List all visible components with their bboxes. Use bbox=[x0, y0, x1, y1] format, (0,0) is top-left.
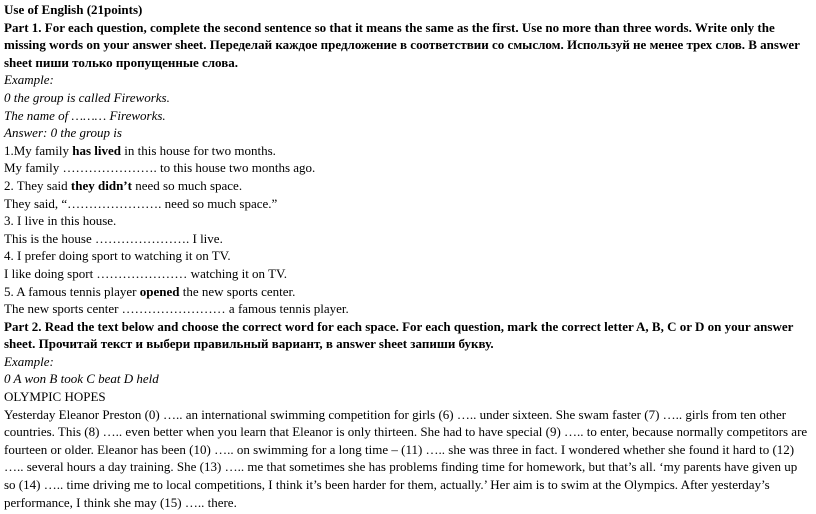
part2-example-label: Example: bbox=[4, 353, 54, 369]
question-1-original bbox=[4, 142, 810, 160]
question-5-key-words: opened bbox=[139, 283, 180, 299]
question-2-rewrite: They said, “…………………. need so much space.” bbox=[4, 195, 278, 211]
question-1-text-end: in this house for two months. bbox=[121, 142, 276, 158]
question-1-text-start: 1.My family bbox=[4, 142, 73, 158]
question-1-key-words: has lived bbox=[72, 142, 122, 158]
worksheet-title: Use of English (21points) bbox=[4, 2, 143, 17]
part1-example-line-2: The name of ……… Fireworks. bbox=[4, 107, 166, 123]
question-2-key-words: they didn’t bbox=[70, 177, 132, 193]
part2-instructions: Part 2. Read the text below and choose the correct word for each space. For each question, mark the correct letter A, B, C or D on your answer sheet. Прочитай текст и выбери правильный вариант, в answer sheet запиши букву. bbox=[4, 318, 794, 352]
text-title: OLYMPIC HOPES bbox=[4, 389, 106, 405]
question-4-text-start: 4. I prefer doing sport to watching it on TV. bbox=[4, 248, 231, 264]
part1-example-line-1: 0 the group is called Fireworks. bbox=[4, 89, 170, 105]
question-5-text-end: the new sports center. bbox=[179, 283, 296, 299]
part1-instructions: Part 1. For each question, complete the second sentence so that it means the same as the first. Use no more than three words. Write only the missing words on your answer sheet. Переделай каждое предложение в соответствии со смыслом. Используй не менее трех слов. В answer sheet пиши только пропущенные слова. bbox=[4, 19, 800, 70]
question-3-original bbox=[4, 212, 810, 230]
question-5-rewrite: The new sports center …………………… a famous tennis player. bbox=[4, 301, 349, 317]
text-body: Yesterday Eleanor Preston (0) ….. an international swimming competition for girls (6) ….. under sixteen. She swam faster (7) ….. girls from ten other countries. This (8) ….. even better when you learn that Eleanor is only thirteen. She had to have special (9) ….. to enter, because normally competitors are fourteen or older. Eleanor has been (10) ….. on swimming for a long time – (11) ….. she was three in fact. I wondered whether she found it hard to (12) ….. several hours a day training. She (13) ….. me that sometimes she has problems finding time for homework, but that’s all. ‘my parents have given up so (14) ….. time driving me to local competitions, I think it’s been harder for them, actually.’ Her aim is to swim at the Olympics. After yesterday’s performance, I think she may (15) ….. there. bbox=[4, 406, 808, 510]
question-3-rewrite: This is the house …………………. I live. bbox=[4, 230, 223, 246]
part1-example-label: Example: bbox=[4, 72, 54, 88]
question-3-text-start: 3. I live in this house. bbox=[4, 213, 117, 229]
question-4-rewrite: I like doing sport ………………… watching it on TV. bbox=[4, 265, 287, 281]
question-2-text-end: need so much space. bbox=[131, 177, 243, 193]
question-5-text-start: 5. A famous tennis player bbox=[4, 283, 140, 299]
question-2-text-start: 2. They said bbox=[4, 177, 71, 193]
question-5-original bbox=[4, 283, 810, 301]
part1-example-answer: Answer: 0 the group is bbox=[4, 125, 122, 141]
question-2-original bbox=[4, 177, 810, 195]
part2-example-line: 0 A won B took C beat D held bbox=[4, 371, 159, 387]
question-4-original bbox=[4, 247, 810, 265]
question-1-rewrite: My family …………………. to this house two months ago. bbox=[4, 160, 316, 176]
